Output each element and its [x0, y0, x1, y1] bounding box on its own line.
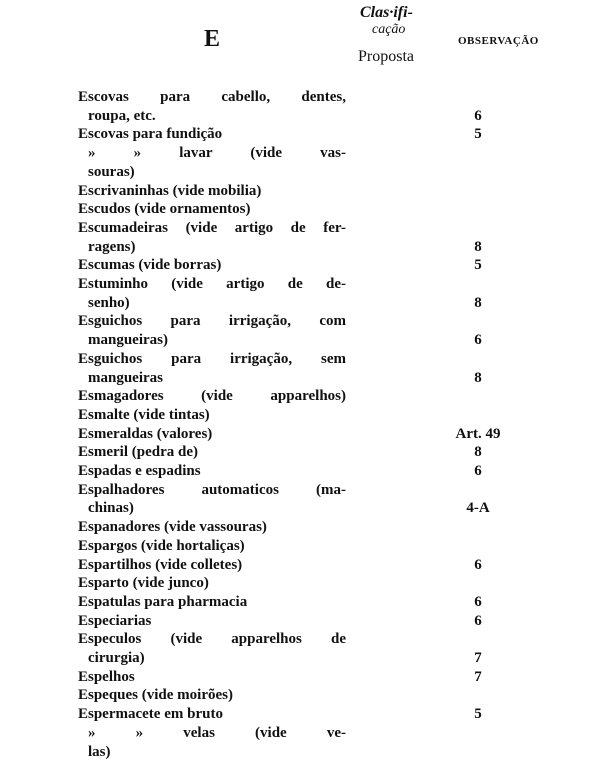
entry-line: [78, 350, 346, 369]
entry-text: Espartilhos (vide colletes): [78, 556, 243, 573]
entry-line: [78, 649, 482, 668]
entry-text: Espeques (vide moirões): [78, 687, 233, 704]
classification-value: 4-A: [466, 500, 490, 517]
classification-value: 6: [474, 463, 482, 479]
entry-text: Esmeril (pedra de): [78, 444, 198, 461]
classification-value: 7: [474, 650, 482, 666]
entry-text: Esguichos para irrigação, com: [78, 313, 346, 330]
classification-header-line2: cação: [372, 22, 406, 37]
entry-text: Esmeraldas (valores): [78, 425, 213, 442]
entry-text: ragens): [88, 238, 136, 255]
entry-line: [78, 630, 346, 649]
entry-text: souras): [88, 163, 135, 180]
classification-value: 6: [474, 593, 482, 610]
entry-text: las): [88, 743, 111, 760]
entry-line: [78, 88, 346, 107]
entry-text: Espargos (vide hortaliças): [78, 537, 245, 554]
classification-value: 5: [474, 257, 482, 274]
entry-line: [78, 425, 501, 444]
classification-value: 8: [474, 444, 482, 461]
entry-line: [78, 275, 346, 294]
entry-text: Escudos (vide ornamentos): [78, 201, 251, 218]
entry-text: chinas): [88, 500, 134, 517]
entry-line: [78, 144, 346, 163]
entry-text: Espalhadores automaticos (ma-: [78, 481, 346, 498]
entry-text: Espadas e espadins: [78, 463, 201, 479]
entry-text: Escumadeiras (vide artigo de fer-: [78, 219, 346, 236]
entry-line: [78, 462, 482, 481]
entry-line: [78, 331, 482, 350]
classification-value: 6: [474, 556, 482, 573]
entry-line: [78, 537, 346, 556]
entry-text: Escovas para cabello, dentes,: [78, 89, 346, 105]
entry-text: Escumas (vide borras): [78, 257, 222, 274]
entry-text: Estuminho (vide artigo de de-: [78, 276, 346, 292]
entry-text: Esmagadores (vide apparelhos): [78, 388, 346, 405]
entry-text: mangueiras): [88, 332, 168, 349]
entry-text: Escovas para fundição: [78, 126, 223, 143]
entry-text: » » velas (vide ve-: [88, 724, 346, 741]
classification-value: 8: [474, 238, 482, 255]
entry-text: Esguichos para irrigação, sem: [78, 350, 346, 367]
observation-header: OBSERVAÇÃO: [458, 35, 539, 47]
entry-text: roupa, etc.: [88, 107, 156, 124]
entry-line: [78, 387, 346, 406]
entry-line: [78, 481, 346, 500]
entry-line: [78, 443, 482, 462]
entry-line: [78, 238, 482, 257]
entry-line: [78, 125, 482, 144]
entry-line: [78, 705, 482, 724]
entry-text: Espermacete em bruto: [78, 706, 223, 723]
entry-line: [78, 107, 482, 126]
classification-value: 7: [474, 668, 482, 685]
classification-value: 8: [474, 369, 482, 386]
entry-line: [78, 668, 482, 687]
entry-text: Espanadores (vide vassouras): [78, 519, 267, 536]
entry-line: [78, 556, 482, 575]
entry-line: [78, 182, 346, 201]
entry-text: cirurgia): [88, 650, 145, 666]
entry-text: Esparto (vide junco): [78, 575, 209, 592]
entry-line: [78, 724, 346, 743]
entry-text: Espatulas para pharmacia: [78, 593, 248, 610]
entry-line: [78, 406, 346, 425]
entry-line: [78, 312, 346, 331]
classification-header-line3: Proposta: [358, 48, 414, 65]
classification-value: 5: [474, 706, 482, 723]
classification-value: 6: [474, 612, 482, 629]
entry-line: [78, 369, 482, 388]
entry-text: senho): [88, 294, 130, 311]
entry-text: Especiarias: [78, 612, 152, 629]
classification-header-line1: Clas·ifi-: [360, 4, 413, 21]
classification-value: 8: [474, 294, 482, 311]
entry-line: [78, 163, 346, 182]
entry-line: [78, 499, 490, 518]
entry-text: Escrivaninhas (vide mobilia): [78, 182, 262, 199]
entry-line: [78, 574, 346, 593]
classification-value: 5: [474, 126, 482, 143]
entry-text: mangueiras: [88, 369, 163, 386]
entry-line: [78, 256, 482, 275]
classification-value: 6: [474, 332, 482, 349]
entry-text: » » lavar (vide vas-: [88, 145, 346, 162]
entry-text: Esmalte (vide tintas): [78, 406, 210, 423]
entry-line: [78, 219, 346, 238]
classification-value: 6: [474, 107, 482, 124]
entry-line: [78, 294, 482, 313]
entry-line: [78, 518, 346, 537]
entry-text: Especulos (vide apparelhos de: [78, 631, 346, 648]
entry-text: Espelhos: [78, 668, 135, 685]
entry-line: [78, 612, 482, 631]
entry-line: [78, 743, 346, 762]
section-letter: E: [204, 26, 221, 52]
entry-line: [78, 593, 482, 612]
entry-line: [78, 200, 346, 219]
classification-value: Art. 49: [455, 425, 501, 442]
entry-line: [78, 686, 346, 705]
